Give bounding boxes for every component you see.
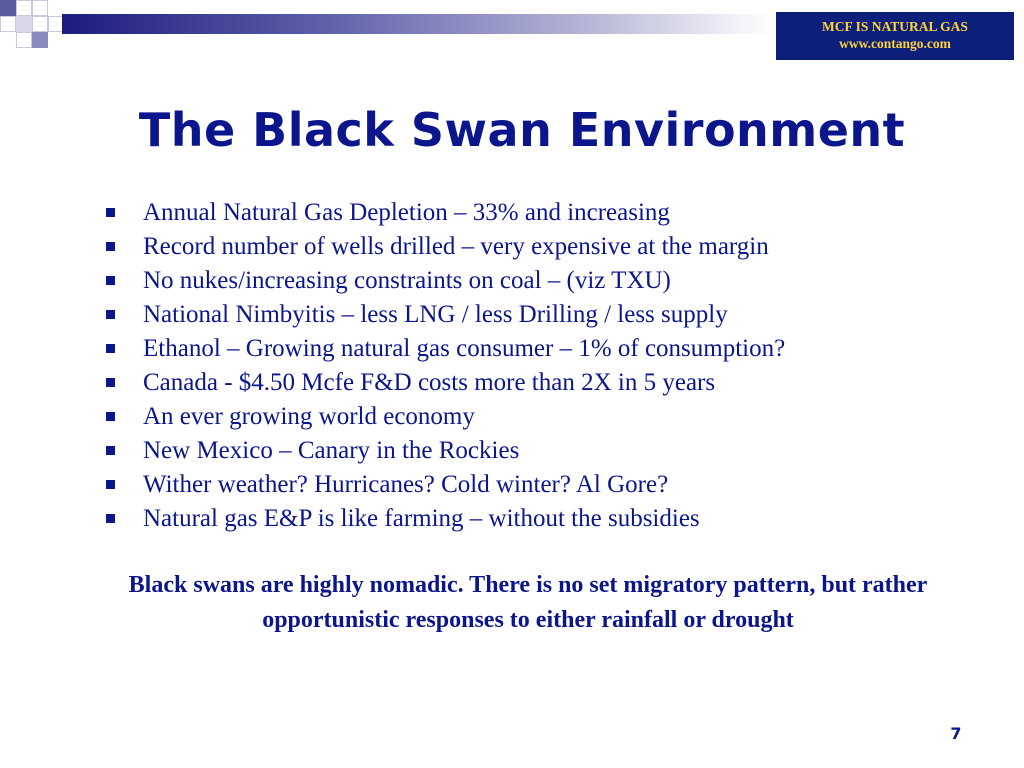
- bullet-text: National Nimbyitis – less LNG / less Drilling / less supply: [143, 301, 728, 328]
- bullet-text: Wither weather? Hurricanes? Cold winter? Al Gore?: [143, 471, 669, 498]
- brand-line-2: www.contango.com: [839, 36, 951, 51]
- decorative-square: [16, 16, 32, 32]
- bullet-item: [102, 264, 1002, 298]
- square-bullet-icon: [106, 208, 115, 217]
- square-bullet-icon: [106, 310, 115, 319]
- square-bullet-icon: [106, 378, 115, 387]
- bullet-text: No nukes/increasing constraints on coal – (viz TXU): [143, 267, 671, 294]
- brand-box: [776, 12, 1014, 60]
- bullet-item: [102, 468, 1002, 502]
- bullet-text: Ethanol – Growing natural gas consumer – 1% of consumption?: [143, 335, 786, 362]
- bullet-item: [102, 434, 1002, 468]
- bullet-text: Canada - $4.50 Mcfe F&D costs more than 2X in 5 years: [143, 369, 716, 396]
- square-bullet-icon: [106, 514, 115, 523]
- page-number: 7: [950, 724, 962, 743]
- bullet-item: [102, 400, 1002, 434]
- square-bullet-icon: [106, 412, 115, 421]
- decorative-square: [0, 16, 16, 32]
- decorative-square: [0, 0, 16, 16]
- closing-quote: Black swans are highly nomadic. There is no set migratory pattern, but rather opportunistic responses to either rainfall or drought: [128, 572, 928, 633]
- square-bullet-icon: [106, 446, 115, 455]
- square-bullet-icon: [106, 344, 115, 353]
- bullet-text: An ever growing world economy: [143, 403, 475, 430]
- square-bullet-icon: [106, 480, 115, 489]
- bullet-item: [102, 230, 1002, 264]
- square-bullet-icon: [106, 276, 115, 285]
- decorative-square: [16, 0, 32, 16]
- bullet-item: [102, 196, 1002, 230]
- bullet-item: [102, 502, 1002, 536]
- bullet-text: Annual Natural Gas Depletion – 33% and increasing: [143, 199, 670, 226]
- bullet-item: [102, 366, 1002, 400]
- decorative-square: [16, 32, 32, 48]
- decorative-square: [32, 0, 48, 16]
- decorative-square: [32, 32, 48, 48]
- bullet-text: Natural gas E&P is like farming – without the subsidies: [143, 505, 700, 532]
- bullet-text: Record number of wells drilled – very expensive at the margin: [143, 233, 769, 260]
- header-gradient-bar: [62, 14, 772, 34]
- brand-line-1: MCF IS NATURAL GAS: [822, 19, 968, 34]
- square-bullet-icon: [106, 242, 115, 251]
- decorative-square: [32, 16, 48, 32]
- bullet-text: New Mexico – Canary in the Rockies: [143, 437, 520, 464]
- bullet-item: [102, 332, 1002, 366]
- slide-title: The Black Swan Environment: [138, 103, 906, 157]
- bullet-item: [102, 298, 1002, 332]
- bullet-list: [102, 196, 1002, 536]
